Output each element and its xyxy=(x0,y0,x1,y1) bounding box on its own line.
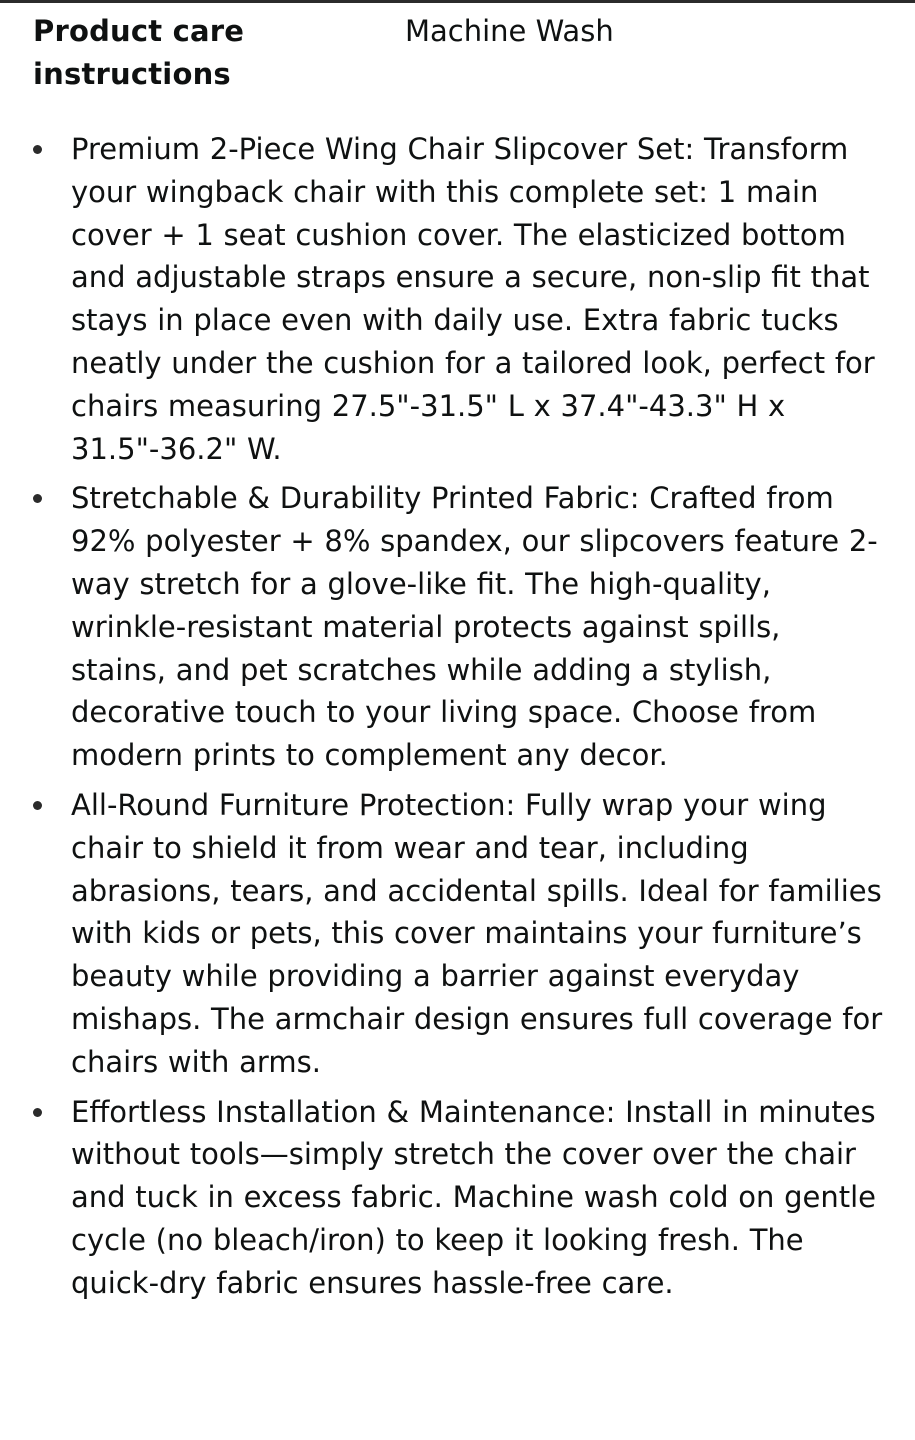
spec-label: Product care instructions xyxy=(33,14,245,91)
about-item-bullet-list xyxy=(0,128,915,1312)
spec-row-care-instructions xyxy=(33,10,893,100)
bullet-text: All-Round Furniture Protection: Fully wrap your wing chair to shield it from wear and tear, including abrasions, tears, and accidental spills. Ideal for families with kids or pets, this cover maintains your furniture’s beauty while providing a barrier against everyday mishaps. The armchair design ensures full coverage for chairs with arms. xyxy=(71,787,883,1079)
bullet-item xyxy=(0,1091,915,1305)
bullet-item xyxy=(0,128,915,470)
spec-value: Machine Wash xyxy=(405,14,614,48)
bullet-text: Effortless Installation & Maintenance: Install in minutes without tools—simply stretch the cover over the chair and tuck in excess fabric. Machine wash cold on gentle cycle (no bleach/iron) to keep it looking fresh. The quick-dry fabric ensures hassle-free care. xyxy=(71,1094,877,1300)
bullet-dot-icon xyxy=(33,145,42,154)
top-divider xyxy=(0,0,915,3)
bullet-item xyxy=(0,477,915,777)
bullet-dot-icon xyxy=(33,494,42,503)
bullet-text: Stretchable & Durability Printed Fabric: Crafted from 92% polyester + 8% spandex, our slipcovers feature 2-way stretch for a glove-like fit. The high-quality, wrinkle-resistant material protects against spills, stains, and pet scratches while adding a stylish, decorative touch to your living space. Choose from modern prints to complement any decor. xyxy=(71,481,878,773)
bullet-text: Premium 2-Piece Wing Chair Slipcover Set: Transform your wingback chair with this complete set: 1 main cover + 1 seat cushion cover. The elasticized bottom and adjustable straps ensure a secure, non-slip fit that stays in place even with daily use. Extra fabric tucks neatly under the cushion for a tailored look, perfect for chairs measuring 27.5"-31.5" L x 37.4"-43.3" H x 31.5"-36.2" W. xyxy=(71,132,875,466)
bullet-dot-icon xyxy=(33,1108,42,1117)
bullet-item xyxy=(0,784,915,1084)
bullet-dot-icon xyxy=(33,801,42,810)
